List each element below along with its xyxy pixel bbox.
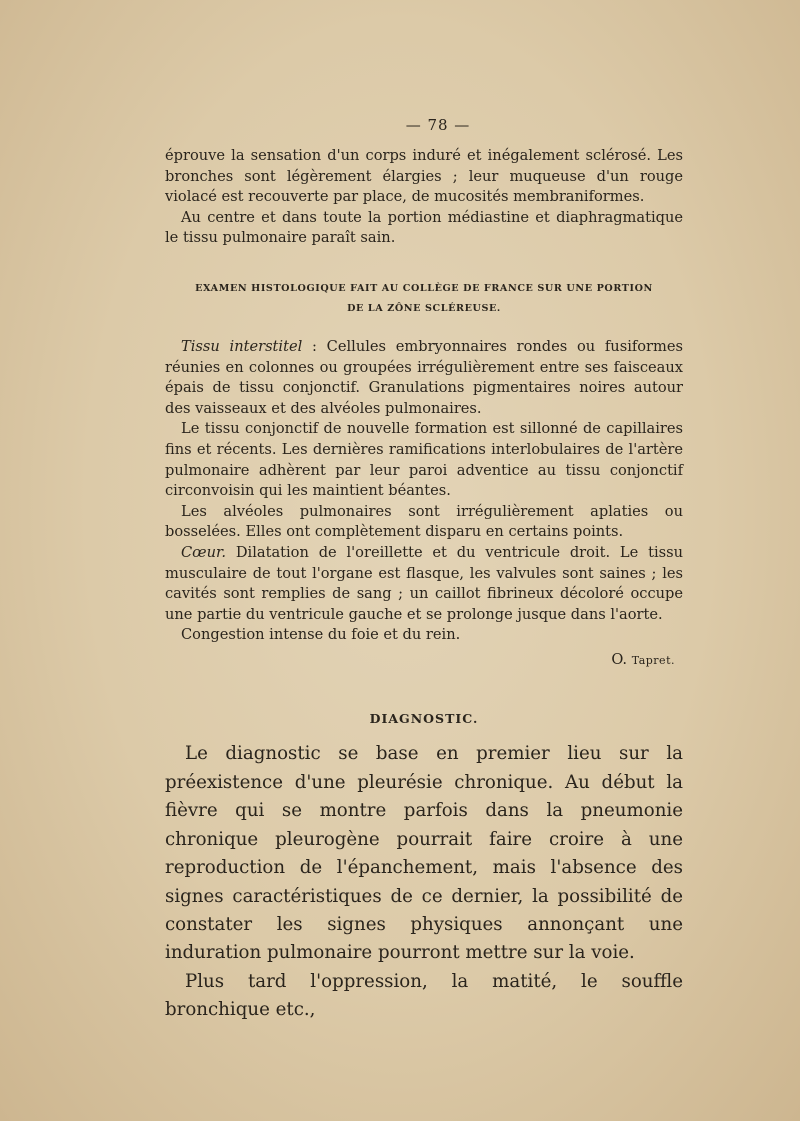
paragraph: Le tissu conjonctif de nouvelle formation est sillonné de capillaires fins et récents. Les dernières ramifications interlobulaires de l'artère pulmonaire adhèrent par leur paroi adventice au tissu conjonctif circonvoisin qui les maintient béantes. (165, 420, 683, 500)
paragraph (165, 337, 683, 419)
paragraph: Congestion intense du foie et du rein. (181, 626, 461, 644)
paragraph-text: Dilatation de l'oreillette et du ventricule droit. Le tissu musculaire de tout l'organe est flasque, les valvules sont saines ; les cavités sont remplies de sang ; un caillot fibrineux décoloré occupe une partie du ventricule gauche et se prolonge jusque dans l'aorte. (165, 543, 683, 623)
autopsy-section (165, 146, 683, 249)
paragraph: Le diagnostic se base en premier lieu sur la préexistence d'une pleurésie chronique. Au début la fièvre qui se montre parfois dans la pneumonie chronique pleurogène pourrait faire croire à une reproduction de l'épanchement, mais l'absence des signes caractéristiques de ce dernier, la possibilité de constater les signes physiques annonçant une induration pulmonaire pourront mettre sur la voie. (165, 743, 683, 964)
page-content (165, 116, 683, 1025)
paragraph: Au centre et dans toute la portion médiastine et diaphragmatique le tissu pulmonaire paraît sain. (165, 208, 683, 247)
author-signature (165, 650, 683, 672)
histology-section (165, 337, 683, 646)
paragraph (165, 543, 683, 625)
paragraph: éprouve la sensation d'un corps induré et inégalement sclérosé. Les bronches sont légèrement élargies ; leur muqueuse d'un rouge violacé est recouverte par place, de mucosités membraniformes. (165, 147, 683, 206)
exam-heading (165, 279, 683, 319)
signature-name: Tapret. (631, 653, 675, 667)
heart-label: Cœur. (181, 543, 227, 561)
paragraph: Les alvéoles pulmonaires sont irrégulièrement aplaties ou bosselées. Elles ont complètement disparu en certains points. (165, 502, 683, 541)
page-number: — 78 — (405, 116, 471, 134)
paragraph-text: : Cellules embryonnaires rondes ou fusiformes réunies en colonnes ou groupées irrégulièrement entre ses faisceaux épais de tissu conjonctif. Granulations pigmentaires noires autour des vaisseaux et des alvéoles pulmonaires. (165, 337, 683, 417)
signature-initial: O. (611, 650, 632, 668)
tissue-label: Tissu interstitel (181, 337, 303, 355)
diagnostic-section (165, 740, 683, 1024)
paragraph: Plus tard l'oppression, la matité, le souffle bronchique etc., (165, 970, 683, 1021)
exam-heading-line: DE LA ZÔNE SCLÉREUSE. (347, 302, 501, 314)
exam-heading-line: EXAMEN HISTOLOGIQUE FAIT AU COLLÈGE DE FRANCE SUR UNE PORTION (195, 282, 653, 294)
diagnostic-title: DIAGNOSTIC. (369, 711, 479, 727)
